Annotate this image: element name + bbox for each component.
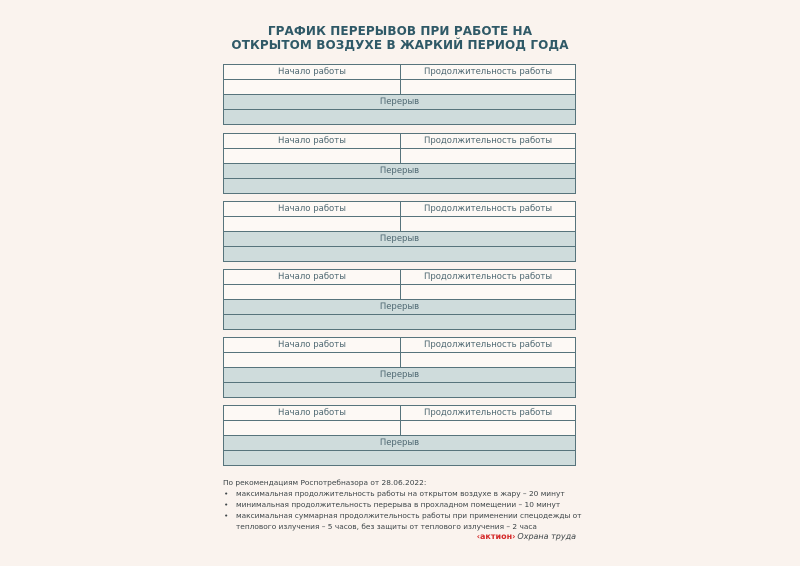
break-label: Перерыв [379, 166, 420, 176]
brand-logo [477, 532, 576, 542]
entry-row [224, 285, 575, 300]
duration-field[interactable] [401, 285, 575, 299]
start-label: Начало работы [224, 338, 401, 352]
duration-field[interactable] [401, 421, 575, 435]
start-field[interactable] [224, 285, 401, 299]
title-line-2: ОТКРЫТОМ ВОЗДУХЕ В ЖАРКИЙ ПЕРИОД ГОДА [231, 38, 569, 52]
start-field[interactable] [224, 149, 401, 163]
bullet-icon: • [224, 500, 229, 509]
start-label: Начало работы [224, 406, 401, 420]
duration-field[interactable] [401, 149, 575, 163]
duration-label: Продолжительность работы [423, 408, 553, 418]
break-header-row [224, 232, 575, 247]
break-schedule-table [223, 337, 576, 398]
duration-label: Продолжительность работы [423, 67, 553, 77]
break-label: Перерыв [379, 302, 420, 312]
entry-row [224, 80, 575, 95]
page-title [200, 24, 600, 52]
list-item-text: максимальная продолжительность работы на открытом воздухе в жару – 20 минут [236, 489, 565, 498]
start-field[interactable] [224, 80, 401, 94]
list-item [223, 499, 583, 510]
start-field[interactable] [224, 217, 401, 231]
break-schedule-table [223, 64, 576, 125]
break-schedule-table [223, 133, 576, 194]
break-label: Перерыв [379, 370, 420, 380]
entry-row [224, 353, 575, 368]
break-field[interactable] [224, 383, 575, 397]
duration-field[interactable] [401, 80, 575, 94]
break-label: Перерыв [379, 234, 420, 244]
entry-row [224, 149, 575, 164]
duration-label: Продолжительность работы [423, 136, 553, 146]
break-header-row [224, 164, 575, 179]
start-field[interactable] [224, 353, 401, 367]
entry-row [224, 421, 575, 436]
list-item-text: максимальная суммарная продолжительность работы при применении спецодежды от теплового излучения – 5 часов, без защиты от теплового излучения – 2 часа [236, 511, 582, 531]
bullet-icon: • [224, 511, 229, 520]
break-schedule-table [223, 201, 576, 262]
list-item [223, 510, 583, 532]
break-label: Перерыв [379, 97, 420, 107]
brand-subtitle: Охрана труда [517, 532, 576, 541]
break-field[interactable] [224, 110, 575, 124]
duration-label: Продолжительность работы [423, 204, 553, 214]
break-label: Перерыв [379, 438, 420, 448]
duration-field[interactable] [401, 217, 575, 231]
header-row [224, 134, 575, 149]
header-row [224, 65, 575, 80]
recommendations-note [223, 477, 583, 532]
start-label: Начало работы [224, 202, 401, 216]
start-label: Начало работы [224, 65, 401, 79]
break-header-row [224, 368, 575, 383]
list-item-text: минимальная продолжительность перерыва в прохладном помещении – 10 минут [236, 500, 561, 509]
break-field[interactable] [224, 179, 575, 193]
header-row [224, 202, 575, 217]
break-field[interactable] [224, 247, 575, 261]
start-label: Начало работы [224, 134, 401, 148]
break-field[interactable] [224, 315, 575, 329]
start-field[interactable] [224, 421, 401, 435]
break-header-row [224, 436, 575, 451]
start-label: Начало работы [224, 270, 401, 284]
notes-heading: По рекомендациям Роспотребназора от 28.06.2022: [223, 478, 427, 487]
break-field[interactable] [224, 451, 575, 465]
title-line-1: ГРАФИК ПЕРЕРЫВОВ ПРИ РАБОТЕ НА [267, 24, 533, 38]
duration-label: Продолжительность работы [423, 272, 553, 282]
aktion-logo: ‹актион› [476, 532, 516, 541]
header-row [224, 338, 575, 353]
bullet-icon: • [224, 489, 229, 498]
break-header-row [224, 95, 575, 110]
break-schedule-table [223, 405, 576, 466]
notes-list [223, 488, 583, 532]
entry-row [224, 217, 575, 232]
list-item [223, 488, 583, 499]
duration-field[interactable] [401, 353, 575, 367]
break-schedule-table [223, 269, 576, 330]
break-header-row [224, 300, 575, 315]
duration-label: Продолжительность работы [423, 340, 553, 350]
header-row [224, 406, 575, 421]
header-row [224, 270, 575, 285]
